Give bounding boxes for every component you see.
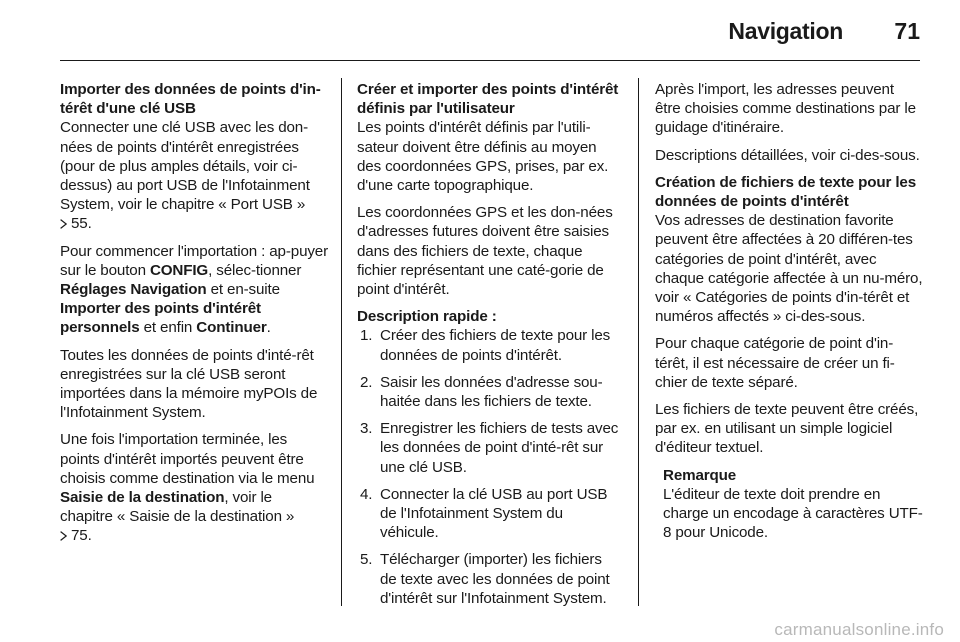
list-item: 1. Créer des fichiers de texte pour les données de points d'intérêt. [360,327,611,364]
column-1 [60,80,328,554]
note-text: L'éditeur de texte doit prendre en charge un encodage à caractères UTF-8 pour Unicode. [663,485,923,542]
paragraph: Descriptions détaillées, voir ci-des-sous. [655,146,920,164]
arrow-reference-icon [60,219,67,229]
page-title: Navigation [728,18,843,44]
paragraph: Vos adresses de destination favorite peuvent être affectées à 20 différen-tes catégories de point d'intérêt, avec chaque catégorie affectée à un nu-méro, voir « Catégories de points d'in-térêt et numéros affectés » ci-des-sous. [655,212,923,326]
list-heading: Description rapide : [357,308,497,326]
paragraph: Toutes les données de points d'inté-rêt enregistrées sur la clé USB seront importées dans la mémoire myPOIs de l'Infotainment System. [60,346,318,422]
note-box [655,466,923,543]
paragraph: Après l'import, les adresses peuvent être choisies comme destinations par le guidage d'itinéraire. [655,81,916,137]
list-item: 2. Saisir les données d'adresse sou-haitée dans les fichiers de texte. [360,373,603,411]
column-divider-2 [638,78,639,606]
column-2 [357,80,622,616]
menu-name-continuer: Continuer [196,319,267,337]
steps-list [357,326,622,608]
menu-name-reglages-navigation: Réglages Navigation [60,281,207,299]
paragraph: Les fichiers de texte peuvent être créés, par ex. en utilisant un simple logiciel d'éditeur textuel. [655,401,919,457]
paragraph: Pour commencer l'importation : ap-puyer sur le bouton CONFIG, sélec-tionner Réglages Navigation et en-suite Importer des points d'intérêt personnels et enfin Continuer. [60,242,329,337]
column-divider-1 [341,78,342,606]
list-item: 5. Télécharger (importer) les fichiers de texte avec les données de point d'intérêt sur l'Infotainment System. [360,551,610,607]
paragraph: Les coordonnées GPS et les don-nées d'adresses futures doivent être saisies dans des fichiers de texte, chaque fichier représentant une caté-gorie de point d'intérêt. [357,204,613,299]
note-title: Remarque [663,466,737,484]
arrow-reference-icon [60,531,67,541]
button-name-config: CONFIG [149,261,209,279]
section-heading-create-text-files: Création de fichiers de texte pour les données de points d'intérêt [655,173,917,211]
section-heading-create-import: Créer et importer des points d'intérêt définis par l'utilisateur [357,81,619,118]
paragraph: Les points d'intérêt définis par l'utili-sateur doivent être définis au moyen des coordonnées GPS, prises, par ex. d'une carte topographique. [357,119,609,195]
header-rule [60,60,920,61]
watermark: carmanualsonline.info [774,620,944,639]
list-item: 4. Connecter la clé USB au port USB de l'Infotainment System du véhicule. [360,485,608,542]
paragraph: Une fois l'importation terminée, les points d'intérêt importés peuvent être choisis comme destination via le menu Saisie de la destination, voir le chapitre « Saisie de la destination » 75. [60,431,315,545]
paragraph: Pour chaque catégorie de point d'in-térêt, il est nécessaire de créer un fi-chier de texte séparé. [655,335,895,391]
page-reference-link[interactable]: 55. [71,215,92,233]
section-heading-import-usb: Importer des données de points d'in-térêt d'une clé USB [60,81,321,118]
column-3 [655,80,923,550]
page-number: 71 [894,18,920,44]
menu-name-saisie-destination: Saisie de la destination [60,489,225,507]
list-item: 3. Enregistrer les fichiers de tests avec les données de point d'inté-rêt sur une clé USB. [360,420,619,476]
paragraph: Connecter une clé USB avec les don-nées de points d'intérêt enregistrées (pour de plus amples détails, voir ci-dessus) au port USB de l'Infotainment System, voir le chapitre « Port USB » 55. [60,119,310,233]
page-reference-link[interactable]: 75. [71,527,92,545]
page-header [0,18,960,48]
menu-name-importer-poi: Importer des points d'intérêt personnels [60,300,261,337]
